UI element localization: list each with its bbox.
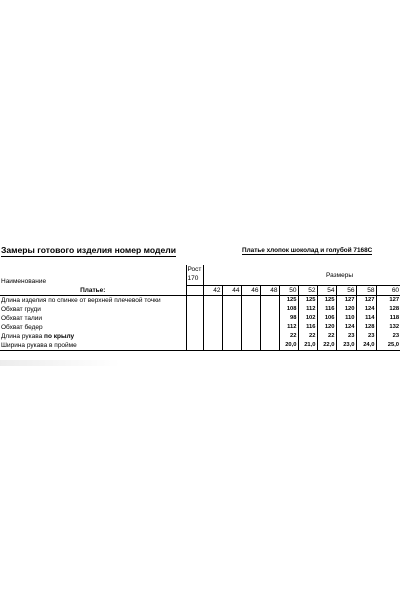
table-row <box>0 332 400 341</box>
size-header-46: 46 <box>241 286 260 296</box>
value-cell: 132 <box>376 323 400 332</box>
value-cell <box>241 305 260 314</box>
value-cell <box>203 341 222 351</box>
sheet-title: Замеры готового изделия номер модели <box>1 245 177 255</box>
rost-empty <box>186 286 203 296</box>
section-label-text: Платье: <box>80 287 106 294</box>
row-label-text: Ширина рукава в пройме <box>1 342 77 349</box>
value-cell: 22 <box>317 332 336 341</box>
value-cell <box>222 341 241 351</box>
name-header <box>0 265 186 286</box>
value-cell: 124 <box>336 323 356 332</box>
value-cell: 125 <box>279 296 298 306</box>
blank-header <box>203 265 279 286</box>
size-header-48: 48 <box>260 286 279 296</box>
scan-artifact <box>0 360 120 366</box>
table-row <box>0 341 400 351</box>
value-cell: 127 <box>376 296 400 306</box>
value-cell <box>203 332 222 341</box>
value-cell: 108 <box>279 305 298 314</box>
value-cell: 98 <box>279 314 298 323</box>
title-row <box>0 243 400 259</box>
size-header-50: 50 <box>279 286 298 296</box>
value-cell <box>222 323 241 332</box>
value-cell: 20,0 <box>279 341 298 351</box>
value-cell <box>241 314 260 323</box>
rost-empty <box>186 341 203 351</box>
value-cell <box>260 296 279 306</box>
rost-empty <box>186 332 203 341</box>
value-cell <box>222 296 241 306</box>
header-row-1 <box>0 265 400 286</box>
size-header-58: 58 <box>356 286 376 296</box>
value-cell <box>260 323 279 332</box>
value-cell: 124 <box>356 305 376 314</box>
value-cell <box>241 332 260 341</box>
value-cell: 127 <box>356 296 376 306</box>
section-label <box>0 286 186 296</box>
size-header-42: 42 <box>203 286 222 296</box>
value-cell: 102 <box>298 314 317 323</box>
value-cell: 112 <box>279 323 298 332</box>
value-cell: 114 <box>356 314 376 323</box>
value-cell: 25,0 <box>376 341 400 351</box>
row-label-text: Длина изделия по спинке от верхней плечевой точки <box>1 297 161 304</box>
table-row <box>0 305 400 314</box>
row-label-text: Обхват груди <box>1 306 41 313</box>
rost-label: Рост <box>187 266 202 273</box>
rost-value: 170 <box>187 275 199 282</box>
row-label-text: Длина рукава <box>1 333 45 340</box>
model-title: Платье хлопок шоколад и голубой 7168С <box>242 247 373 254</box>
table-row <box>0 314 400 323</box>
row-label-text: Обхват бедер <box>1 324 43 331</box>
value-cell: 21,0 <box>298 341 317 351</box>
value-cell: 125 <box>298 296 317 306</box>
value-cell <box>222 314 241 323</box>
value-cell: 118 <box>376 314 400 323</box>
size-header-54: 54 <box>317 286 336 296</box>
value-cell: 24,0 <box>356 341 376 351</box>
value-cell <box>203 305 222 314</box>
sizes-header-label: Размеры <box>326 271 354 279</box>
value-cell: 116 <box>317 305 336 314</box>
size-header-60: 60 <box>376 286 400 296</box>
table-row <box>0 296 400 306</box>
row-label-bold: по крылу <box>44 333 75 340</box>
value-cell: 110 <box>336 314 356 323</box>
row-label <box>0 332 186 341</box>
value-cell: 120 <box>317 323 336 332</box>
value-cell: 128 <box>376 305 400 314</box>
value-cell <box>241 323 260 332</box>
value-cell: 23,0 <box>336 341 356 351</box>
row-label <box>0 323 186 332</box>
value-cell <box>203 296 222 306</box>
value-cell <box>222 305 241 314</box>
value-cell <box>260 314 279 323</box>
value-cell: 128 <box>356 323 376 332</box>
size-header-52: 52 <box>298 286 317 296</box>
row-label <box>0 305 186 314</box>
value-cell: 127 <box>336 296 356 306</box>
rost-empty <box>186 323 203 332</box>
rost-empty <box>186 314 203 323</box>
value-cell: 22 <box>298 332 317 341</box>
value-cell <box>241 296 260 306</box>
sizes-row <box>0 286 400 296</box>
measurement-sheet <box>0 243 400 368</box>
value-cell: 112 <box>298 305 317 314</box>
value-cell: 125 <box>317 296 336 306</box>
value-cell <box>260 305 279 314</box>
sizes-header <box>279 265 400 286</box>
value-cell: 23 <box>336 332 356 341</box>
value-cell <box>203 323 222 332</box>
value-cell: 23 <box>356 332 376 341</box>
size-header-56: 56 <box>336 286 356 296</box>
value-cell <box>222 332 241 341</box>
value-cell: 22,0 <box>317 341 336 351</box>
measurement-table <box>0 265 400 351</box>
value-cell: 106 <box>317 314 336 323</box>
row-label <box>0 296 186 306</box>
row-label-text: Обхват талии <box>1 315 43 322</box>
value-cell <box>260 332 279 341</box>
value-cell <box>203 314 222 323</box>
value-cell: 116 <box>298 323 317 332</box>
value-cell: 22 <box>279 332 298 341</box>
rost-empty <box>186 305 203 314</box>
rost-cell <box>186 265 203 286</box>
value-cell <box>241 341 260 351</box>
value-cell <box>260 341 279 351</box>
value-cell: 23 <box>376 332 400 341</box>
row-label <box>0 341 186 351</box>
value-cell: 120 <box>336 305 356 314</box>
size-header-44: 44 <box>222 286 241 296</box>
name-header-label: Наименование <box>1 277 47 285</box>
rost-empty <box>186 296 203 306</box>
table-row <box>0 323 400 332</box>
row-label <box>0 314 186 323</box>
